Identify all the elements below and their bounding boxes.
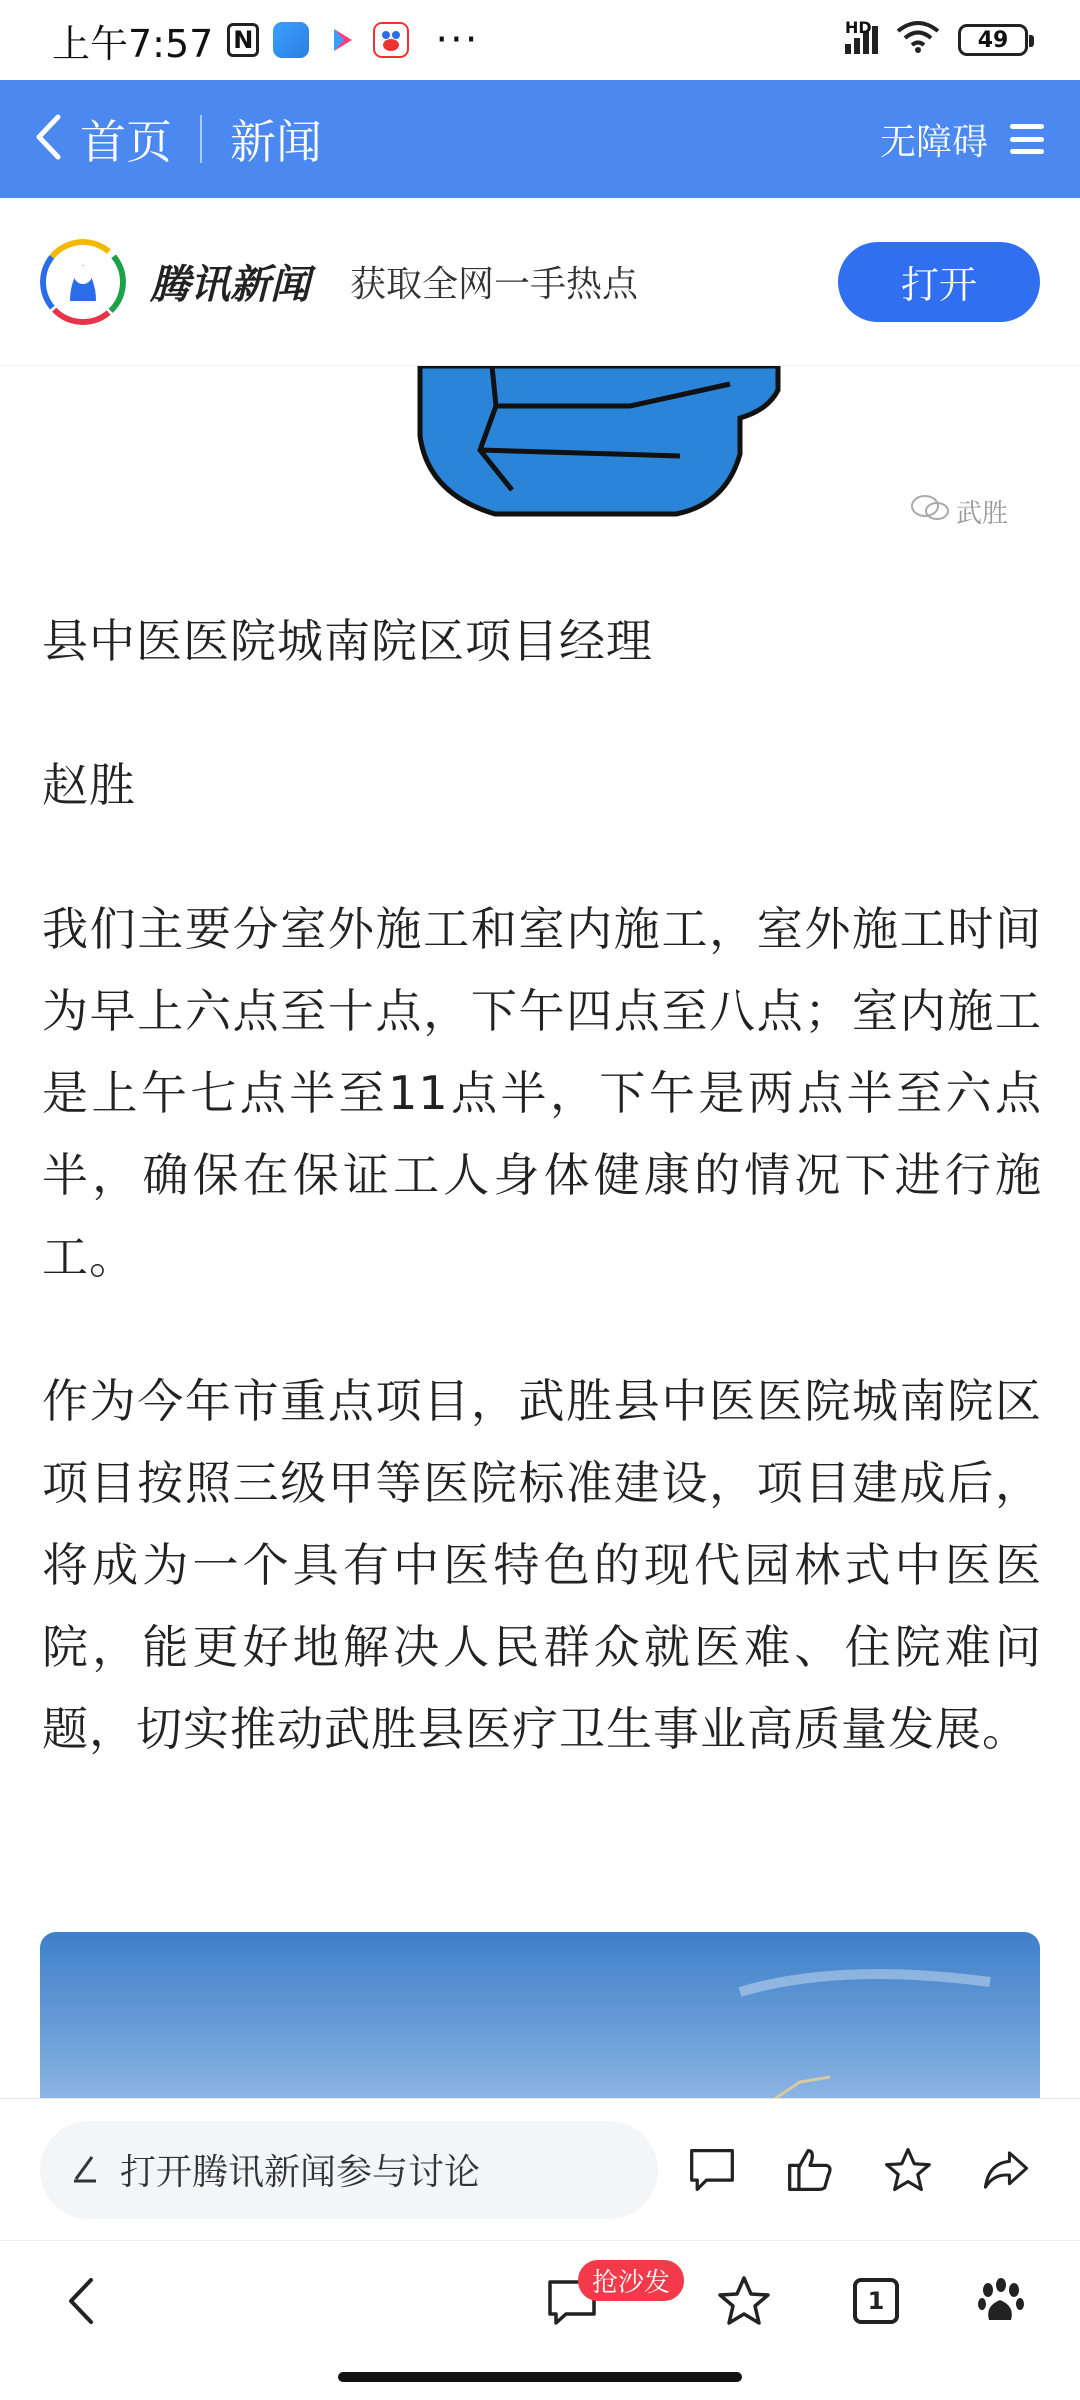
back-label: 首页 [80, 115, 172, 169]
browser-back-icon[interactable] [50, 2271, 110, 2331]
comment-icon[interactable] [688, 2146, 736, 2194]
open-app-button[interactable]: 打开 [838, 242, 1040, 322]
browser-favorite-icon[interactable] [714, 2271, 774, 2331]
battery-icon: 49 [958, 24, 1028, 56]
article-person-name: 赵胜 [42, 758, 136, 812]
home-indicator[interactable] [338, 2372, 742, 2382]
menu-icon[interactable] [1010, 124, 1044, 154]
network-type-label: HD [845, 18, 872, 37]
back-home-button[interactable] [34, 106, 172, 172]
cloud-app-icon [273, 22, 309, 58]
article-paragraph: 作为今年市重点项目，武胜县中医医院城南院区项目按照三级甲等医院标准建设，项目建成后，将成为一个具有中医特色的现代园林式中医医院，能更好地解决人民群众就医难、住院难问题，切实推动武胜县医疗卫生事业高质量发展。 [42, 1374, 1042, 1756]
video-app-icon [323, 22, 359, 58]
like-icon[interactable] [786, 2146, 834, 2194]
more-notifications-icon: ··· [435, 17, 480, 63]
article-subheading: 县中医医院城南院区项目经理 [42, 614, 653, 668]
wifi-icon [896, 19, 940, 62]
page-title: 新闻 [230, 115, 322, 169]
favorite-star-icon[interactable] [884, 2146, 932, 2194]
tabs-button[interactable] [846, 2271, 906, 2331]
comment-bar [0, 2098, 1080, 2240]
article-body [42, 600, 1042, 1832]
banner-slogan: 获取全网一手热点 [350, 264, 639, 305]
signal-icon [845, 18, 878, 54]
nav-divider [200, 115, 202, 163]
image-watermark [910, 493, 1008, 530]
status-time: 上午7:57 [52, 21, 214, 66]
tab-count: 1 [853, 2278, 899, 2324]
brand-name: 腾讯新闻 [150, 262, 310, 308]
article-paragraph: 我们主要分室外施工和室内施工，室外施工时间为早上六点至十点，下午四点至八点；室内施工是上午七点半至11点半，下午是两点半至六点半，确保在保证工人身体健康的情况下进行施工。 [42, 902, 1042, 1284]
wechat-icon [910, 494, 950, 529]
tencent-news-logo-icon [40, 239, 126, 325]
comment-badge: 抢沙发 [578, 2260, 684, 2301]
chevron-left-icon [34, 113, 62, 165]
pencil-icon [68, 2151, 102, 2189]
article-illustration [40, 366, 1040, 558]
notification-n-icon: N [227, 23, 259, 57]
status-bar [0, 0, 1080, 80]
watermark-text: 武胜 [955, 499, 1008, 529]
top-nav-bar [0, 80, 1080, 198]
article-photo [40, 1932, 1040, 2102]
comment-input[interactable] [40, 2121, 658, 2219]
comment-placeholder: 打开腾讯新闻参与讨论 [120, 2152, 481, 2193]
app-promo-banner [0, 198, 1080, 366]
share-icon[interactable] [982, 2146, 1030, 2194]
baidu-app-icon [373, 22, 409, 58]
accessibility-button[interactable]: 无障碍 [879, 121, 988, 163]
baidu-paw-icon[interactable] [970, 2271, 1030, 2331]
